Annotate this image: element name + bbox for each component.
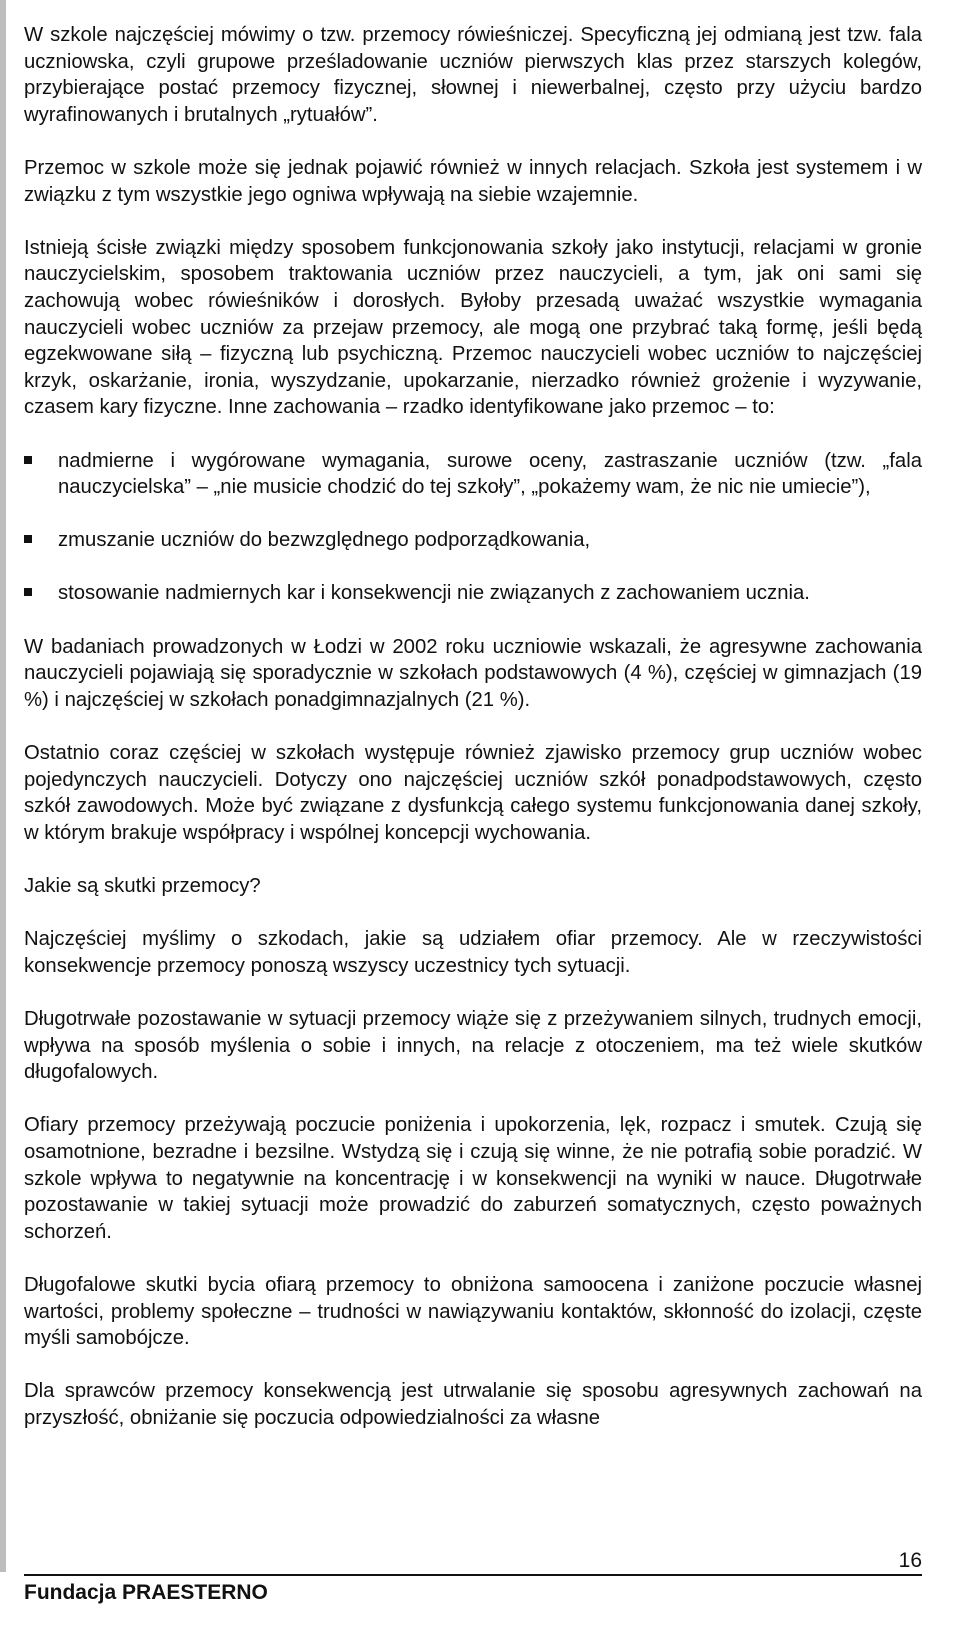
paragraph-przemoc-grup: Ostatnio coraz częściej w szkołach występuje również zjawisko przemocy grup uczniów wobec pojedynczych nauczycieli. Dotyczy ono najczęściej uczniów szkół ponadpodstawowych, często szkół zawodowych. Może być związane z dysfunkcją całego systemu funkcjonowania danej szkoły, w którym brakuje współpracy i wspólnej koncepcji wychowania. <box>24 742 922 844</box>
paragraph-szkody: Najczęściej myślimy o szkodach, jakie są udziałem ofiar przemocy. Ale w rzeczywistości konsekwencje przemocy ponoszą wszyscy uczestnicy tych sytuacji. <box>24 928 922 977</box>
paragraph-fala-uczniowska: W szkole najczęściej mówimy o tzw. przemocy rówieśniczej. Specyficzną jej odmianą jest tzw. fala uczniowska, czyli grupowe prześladowanie uczniów pierwszych klas przez starszych kolegów, przybierające postać przemocy fizycznej, słownej i niewerbalnej, często przy użyciu bardzo wyrafinowanych i brutalnych „rytuałów”. <box>24 24 922 126</box>
paragraph-zwiazki: Istnieją ścisłe związki między sposobem funkcjonowania szkoły jako instytucji, relacjami w gronie nauczycielskim, sposobem traktowania uczniów przez nauczycieli, a tym, jak oni sami się zachowują wobec rówieśników i dorosłych. Byłoby przesadą uważać wszystkie wymagania nauczycieli wobec uczniów za przejaw przemocy, ale mogą one przybrać taką formę, jeśli będą egzekwowane siłą – fizyczną lub psychiczną. Przemoc nauczycieli wobec uczniów to najczęściej krzyk, oskarżanie, ironia, wyszydzanie, upokarzanie, nierzadko również grożenie i wyzywanie, czasem kary fizyczne. Inne zachowania – rzadko identyfikowane jako przemoc – to: <box>24 236 922 419</box>
list-item-text: stosowanie nadmiernych kar i konsekwencji nie związanych z zachowaniem ucznia. <box>58 582 810 605</box>
square-bullet-icon <box>24 456 32 464</box>
paragraph-sprawcy: Dla sprawców przemocy konsekwencją jest utrwalanie się sposobu agresywnych zachowań na przyszłość, obniżanie się poczucia odpowiedzialności za własne <box>24 1380 922 1429</box>
footer-organization: Fundacja PRAESTERNO <box>24 1581 268 1604</box>
paragraph-badania-lodz: W badaniach prowadzonych w Łodzi w 2002 roku uczniowie wskazali, że agresywne zachowania nauczycieli pojawiają się sporadycznie w szkołach podstawowych (4 %), częściej w gimnazjach (19 %) i najczęściej w szkołach ponadgimnazjalnych (21 %). <box>24 635 922 711</box>
list-item-text: zmuszanie uczniów do bezwzględnego podporządkowania, <box>58 529 591 552</box>
list-item <box>24 527 922 554</box>
bullet-list <box>24 448 922 608</box>
list-item-text: nadmierne i wygórowane wymagania, surowe oceny, zastraszanie uczniów (tzw. „fala nauczycielska” – „nie musicie chodzić do tej szkoły”, „pokażemy wam, że nic nie umiecie”), <box>58 449 922 499</box>
paragraph-relacje: Przemoc w szkole może się jednak pojawić również w innych relacjach. Szkoła jest systemem i w związku z tym wszystkie jego ogniwa wpływają na siebie wzajemnie. <box>24 156 922 206</box>
list-item <box>24 448 922 501</box>
paragraph-pytanie-skutki: Jakie są skutki przemocy? <box>24 875 261 897</box>
page-number: 16 <box>898 1549 922 1572</box>
left-margin-bar <box>0 0 6 1572</box>
paragraph-dlugofalowe: Długofalowe skutki bycia ofiarą przemocy to obniżona samoocena i zaniżone poczucie własnej wartości, problemy społeczne – trudności w nawiązywaniu kontaktów, skłonność do izolacji, częste myśli samobójcze. <box>24 1273 922 1350</box>
square-bullet-icon <box>24 588 32 596</box>
page-footer <box>24 1549 922 1616</box>
list-item <box>24 580 922 607</box>
paragraph-dlugotrwale: Długotrwałe pozostawanie w sytuacji przemocy wiąże się z przeżywaniem silnych, trudnych emocji, wpływa na sposób myślenia o sobie i innych, na relacje z otoczeniem, ma też wiele skutków długofalowych. <box>24 1007 922 1084</box>
square-bullet-icon <box>24 535 32 543</box>
paragraph-ofiary: Ofiary przemocy przeżywają poczucie poniżenia i upokorzenia, lęk, rozpacz i smutek. Czują się osamotnione, bezradne i bezsilne. Wstydzą się i czują się winne, że nie potrafią sobie poradzić. W szkole wpływa to negatywnie na koncentrację i w konsekwencji na wyniki w nauce. Długotrwałe pozostawanie w takiej sytuacji może prowadzić do zaburzeń somatycznych, często poważnych schorzeń. <box>24 1114 922 1243</box>
